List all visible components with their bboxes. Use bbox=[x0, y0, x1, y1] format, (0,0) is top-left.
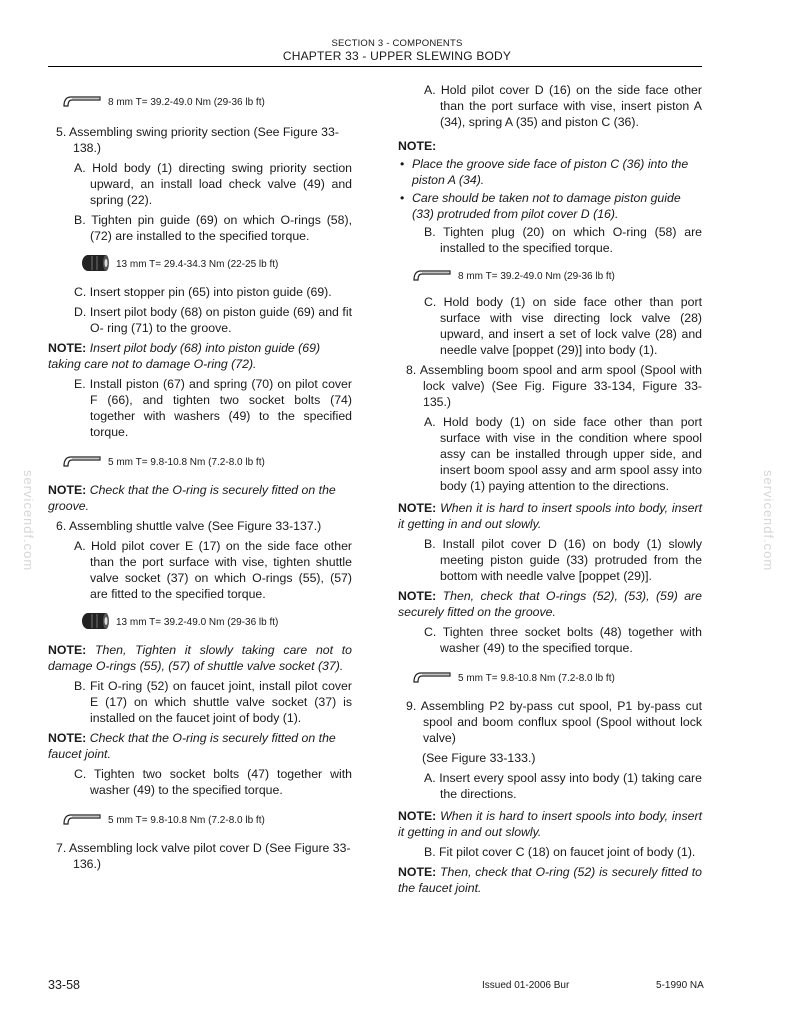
step-6a: A. Hold pilot cover E (17) on the side face other than the port surface with vise, tighten shuttle valve socket (37) on which O-rings (55), (57) are fitted to the specified torque. bbox=[74, 539, 352, 601]
step-9-figure-ref: (See Figure 33-133.) bbox=[422, 751, 536, 765]
note-bullet: • Care should be taken not to damage piston guide (33) protruded from pilot cover D (16). bbox=[400, 191, 681, 221]
torque-spec-text: 13 mm T= 29.4-34.3 Nm (22-25 lb ft) bbox=[116, 258, 279, 270]
note bbox=[398, 588, 702, 620]
note-text: When it is hard to insert spools into body, insert it getting in and out slowly. bbox=[398, 809, 702, 839]
allen-wrench-icon bbox=[62, 94, 102, 111]
note-text: When it is hard to insert spools into body, insert it getting in and out slowly. bbox=[398, 501, 702, 531]
torque-spec bbox=[412, 668, 702, 688]
chapter-title: CHAPTER 33 - UPPER SLEWING BODY bbox=[282, 49, 512, 63]
step-7: 7. Assembling lock valve pilot cover D (See Figure 33-136.) bbox=[56, 841, 351, 871]
allen-wrench-icon bbox=[412, 268, 452, 285]
step-8b: B. Install pilot cover D (16) on body (1) slowly meeting piston guide (33) protruded from the bottom with needle valve [poppet (29)]. bbox=[424, 537, 702, 583]
note-label: NOTE: bbox=[48, 731, 87, 745]
torque-spec bbox=[412, 266, 702, 286]
note bbox=[398, 500, 702, 532]
note-label: NOTE: bbox=[48, 643, 87, 657]
note-label: NOTE: bbox=[48, 483, 87, 497]
allen-wrench-icon bbox=[62, 812, 102, 829]
step-8c: C. Tighten three socket bolts (48) together with washer (49) to the specified torque. bbox=[424, 625, 702, 655]
note-label: NOTE: bbox=[398, 139, 437, 153]
torque-spec-text: 8 mm T= 39.2-49.0 Nm (29-36 lb ft) bbox=[458, 270, 615, 282]
note bbox=[48, 730, 352, 762]
step-9b: B. Fit pilot cover C (18) on faucet joint of body (1). bbox=[424, 845, 696, 859]
note bbox=[48, 482, 352, 514]
torque-spec-text: 8 mm T= 39.2-49.0 Nm (29-36 lb ft) bbox=[108, 96, 265, 108]
note bbox=[398, 808, 702, 840]
allen-wrench-icon bbox=[62, 454, 102, 471]
note bbox=[48, 642, 352, 674]
step-8a: A. Hold body (1) on side face other than port surface with vise in the condition where spool assy can be installed through upper side, and insert boom spool assy and arm spool assy into body (1) paying attention to the directions. bbox=[424, 415, 702, 493]
note-label: NOTE: bbox=[398, 589, 437, 603]
header-divider bbox=[48, 66, 702, 67]
torque-spec-text: 5 mm T= 9.8-10.8 Nm (7.2-8.0 lb ft) bbox=[108, 814, 265, 826]
step-6c: C. Tighten two socket bolts (47) together with washer (49) to the specified torque. bbox=[74, 767, 352, 797]
step-5c: C. Insert stopper pin (65) into piston guide (69). bbox=[74, 285, 332, 299]
step-5d: D. Insert pilot body (68) on piston guide (69) and fit O- ring (71) to the groove. bbox=[74, 305, 352, 335]
torque-spec bbox=[80, 612, 352, 632]
note-text: Check that the O-ring is securely fitted on the faucet joint. bbox=[48, 731, 336, 761]
note-label: NOTE: bbox=[398, 501, 437, 515]
step-7a: A. Hold pilot cover D (16) on the side face other than the port surface with vise, insert piston A (34), spring A (35) and piston C (36). bbox=[424, 83, 702, 129]
torque-spec-text: 5 mm T= 9.8-10.8 Nm (7.2-8.0 lb ft) bbox=[108, 456, 265, 468]
step-5b: B. Tighten pin guide (69) on which O-rings (58), (72) are installed to the specified torque. bbox=[74, 213, 352, 243]
note-text: Then, check that O-ring (52) is securely fitted to the faucet joint. bbox=[398, 865, 702, 895]
note bbox=[398, 864, 702, 896]
note-bullet-text: Place the groove side face of piston C (36) into the piston A (34). bbox=[412, 157, 689, 187]
step-5: 5. Assembling swing priority section (See Figure 33-138.) bbox=[56, 125, 339, 155]
step-5a: A. Hold body (1) directing swing priority section upward, an install load check valve (49) and spring (22). bbox=[74, 161, 352, 207]
step-6b: B. Fit O-ring (52) on faucet joint, install pilot cover E (17) on which shuttle valve socket (37) is installed on the faucet joint of body (1). bbox=[74, 679, 352, 725]
page-number: 33-58 bbox=[48, 978, 80, 992]
left-column bbox=[48, 82, 352, 872]
socket-icon bbox=[80, 611, 110, 634]
allen-wrench-icon bbox=[412, 670, 452, 687]
section-title: SECTION 3 - COMPONENTS bbox=[331, 38, 463, 49]
note-bullet-text: Care should be taken not to damage piston guide (33) protruded from pilot cover D (16). bbox=[412, 191, 681, 221]
note-text: Insert pilot body (68) into piston guide (69) taking care not to damage O-ring (72). bbox=[48, 341, 321, 371]
torque-spec-text: 5 mm T= 9.8-10.8 Nm (7.2-8.0 lb ft) bbox=[458, 672, 615, 684]
note bbox=[48, 340, 352, 372]
note-text: Check that the O-ring is securely fitted on the groove. bbox=[48, 483, 336, 513]
watermark-right: serviceпdf.com bbox=[761, 470, 776, 572]
note-label: NOTE: bbox=[398, 809, 437, 823]
socket-icon bbox=[80, 253, 110, 276]
torque-spec bbox=[80, 254, 352, 274]
model-number: 5-1990 NA bbox=[656, 980, 704, 991]
torque-spec-text: 13 mm T= 39.2-49.0 Nm (29-36 lb ft) bbox=[116, 616, 279, 628]
step-5e: E. Install piston (67) and spring (70) on pilot cover F (66), and tighten two socket bolts (74) together with washers (49) to the specified torque. bbox=[74, 377, 352, 439]
torque-spec bbox=[62, 92, 352, 112]
note-label: NOTE: bbox=[398, 865, 437, 879]
step-9a: A. Insert every spool assy into body (1) taking care the directions. bbox=[424, 771, 702, 801]
note-text: Then, Tighten it slowly taking care not to damage O-rings (55), (57) of shuttle valve socket (37). bbox=[48, 643, 353, 673]
torque-spec bbox=[62, 452, 352, 472]
note-bullet: • Place the groove side face of piston C (36) into the piston A (34). bbox=[400, 157, 689, 187]
step-7c: C. Hold body (1) on side face other than port surface with vise directing lock valve (28) upward, and insert a set of lock valve (28) and needle valve [poppet (29)] into body (1). bbox=[424, 295, 702, 357]
step-9: 9. Assembling P2 by-pass cut spool, P1 by-pass cut spool and boom conflux spool (Spool without lock valve) bbox=[406, 699, 702, 745]
step-8: 8. Assembling boom spool and arm spool (Spool with lock valve) (See Fig. Figure 33-134, Figure 33-135.) bbox=[406, 363, 702, 409]
note-text: Then, check that O-rings (52), (53), (59) are securely fitted on the groove. bbox=[398, 589, 702, 619]
issue-date: Issued 01-2006 Bur bbox=[482, 980, 570, 991]
torque-spec bbox=[62, 810, 352, 830]
step-7b: B. Tighten plug (20) on which O-ring (58) are installed to the specified torque. bbox=[424, 225, 702, 255]
watermark-left: serviceпdf.com bbox=[21, 470, 36, 572]
note-label: NOTE: bbox=[48, 341, 87, 355]
right-column bbox=[398, 82, 702, 896]
step-6: 6. Assembling shuttle valve (See Figure 33-137.) bbox=[56, 519, 322, 533]
